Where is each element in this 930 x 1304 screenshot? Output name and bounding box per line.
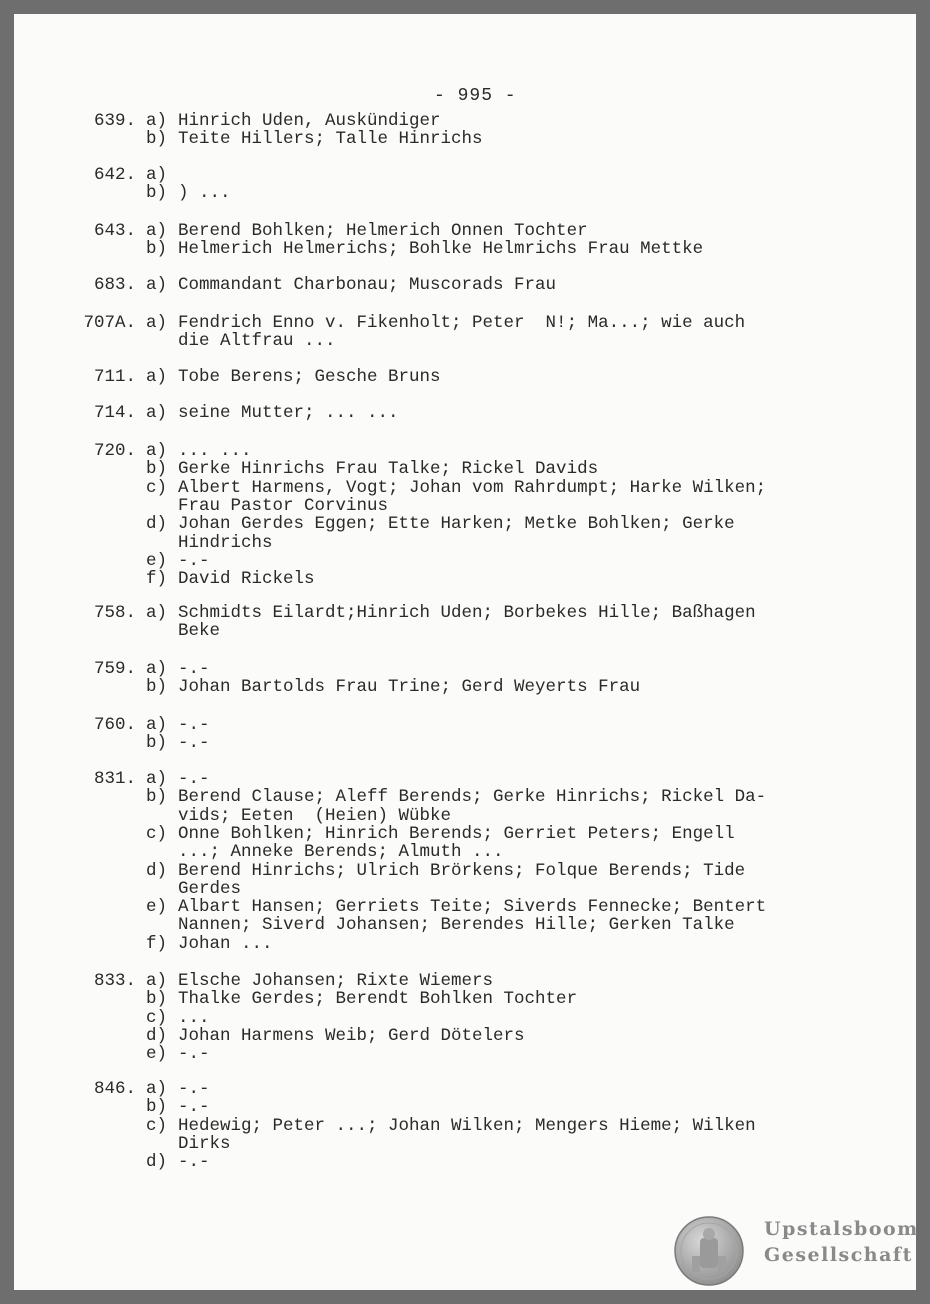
entry-sub-label: b) (146, 787, 168, 808)
entry-sub-label: d) (146, 860, 168, 881)
entry-sub-label: a) (146, 441, 168, 461)
entry-text-line: Frau Pastor Corvinus (178, 495, 389, 516)
entry-text-line: Thalke Gerdes; Berendt Bohlken Tochter (178, 989, 578, 1010)
entry-sub-label: b) (146, 459, 168, 480)
entry-text-line: ... (178, 1007, 210, 1028)
entry-text-line: Berend Clause; Aleff Berends; Gerke Hinrichs; Rickel Da- (178, 787, 767, 808)
entry-sub-label: a) (146, 603, 168, 623)
entry-sub-label: c) (146, 823, 168, 844)
entry-text-line: -.- (178, 1097, 210, 1118)
entry-sub-label: a) (146, 221, 168, 241)
entry-text-line: David Rickels (178, 569, 315, 590)
entry-number: 846. (93, 1079, 136, 1099)
entry-sub-label: e) (146, 550, 168, 571)
entry-number: 639. (93, 111, 136, 131)
entry-text-line: Commandant Charbonau; Muscorads Frau (178, 275, 557, 295)
entry-text-line: Teite Hillers; Talle Hinrichs (178, 129, 483, 150)
entry-text-line: Johan Bartolds Frau Trine; Gerd Weyerts Frau (178, 677, 641, 698)
logo-text-line2: Gesellschaft (764, 1244, 913, 1266)
entry-number: 833. (93, 971, 136, 991)
entry-text-line: Helmerich Helmerichs; Bohlke Helmrichs Frau Mettke (178, 239, 704, 260)
entry-text-line: -.- (178, 733, 210, 754)
entry-sub-label: a) (146, 971, 168, 991)
entry-text-line: Gerke Hinrichs Frau Talke; Rickel Davids (178, 459, 599, 480)
entry-text-line: Gerdes (178, 878, 242, 899)
entry-number: 720. (93, 441, 136, 461)
entry-sub-label: a) (146, 659, 168, 679)
document-page (14, 14, 919, 1290)
entry-text-line: Johan Harmens Weib; Gerd Dötelers (178, 1025, 525, 1046)
entry-number: 642. (93, 165, 136, 185)
entry-sub-label: b) (146, 129, 168, 150)
entry-text-line: die Altfrau ... (178, 331, 336, 352)
entry-text-line: Johan Gerdes Eggen; Ette Harken; Metke Bohlken; Gerke (178, 514, 735, 535)
page-number: - 995 - (434, 86, 517, 106)
entry-sub-label: d) (146, 514, 168, 535)
entry-sub-label: b) (146, 1097, 168, 1118)
entry-text-line: -.- (178, 715, 210, 735)
entry-text-line: Elsche Johansen; Rixte Wiemers (178, 971, 494, 991)
entry-sub-label: d) (146, 1152, 168, 1173)
entry-sub-label: b) (146, 989, 168, 1010)
entry-sub-label: a) (146, 769, 168, 789)
entry-sub-label: c) (146, 477, 168, 498)
entry-sub-label: c) (146, 1115, 168, 1136)
entry-text-line: -.- (178, 550, 210, 571)
entry-number: 831. (93, 769, 136, 789)
entry-sub-label: b) (146, 183, 168, 204)
entry-number: 760. (93, 715, 136, 735)
entry-number: 711. (93, 367, 136, 387)
entry-sub-label: f) (146, 569, 168, 590)
entry-sub-label: a) (146, 367, 168, 387)
entry-sub-label: a) (146, 715, 168, 735)
entry-sub-label: a) (146, 111, 168, 131)
entry-text-line: Hinrich Uden, Auskündiger (178, 111, 441, 131)
entry-sub-label: b) (146, 677, 168, 698)
upstalsboom-seal-icon (674, 1216, 744, 1286)
entry-text-line: seine Mutter; ... ... (178, 403, 399, 423)
entry-text-line: -.- (178, 769, 210, 789)
entry-number: 759. (93, 659, 136, 679)
entry-text-line: -.- (178, 1079, 210, 1099)
entry-text-line: Onne Bohlken; Hinrich Berends; Gerriet Peters; Engell (178, 823, 735, 844)
entry-sub-label: a) (146, 165, 168, 185)
entry-sub-label: c) (146, 1007, 168, 1028)
entry-text-line: Johan ... (178, 933, 273, 954)
entry-number: 707A. (83, 313, 136, 333)
entry-text-line: ... ... (178, 441, 252, 461)
entry-text-line: ...; Anneke Berends; Almuth ... (178, 842, 504, 863)
entry-sub-label: e) (146, 1044, 168, 1065)
entry-text-line: -.- (178, 659, 210, 679)
entry-sub-label: a) (146, 313, 168, 333)
entry-text-line: Hindrichs (178, 532, 273, 553)
entry-text-line: Albert Harmens, Vogt; Johan vom Rahrdumpt; Harke Wilken; (178, 477, 767, 498)
entry-sub-label: d) (146, 1025, 168, 1046)
entry-text-line: vids; Eeten (Heien) Wübke (178, 805, 452, 826)
entry-text-line: Berend Hinrichs; Ulrich Brörkens; Folque Berends; Tide (178, 860, 746, 881)
entry-number: 758. (93, 603, 136, 623)
entry-sub-label: a) (146, 275, 168, 295)
entry-text-line: Berend Bohlken; Helmerich Onnen Tochter (178, 221, 588, 241)
entry-text-line: -.- (178, 1152, 210, 1173)
entry-number: 643. (93, 221, 136, 241)
entry-text-line: Hedewig; Peter ...; Johan Wilken; Mengers Hieme; Wilken (178, 1115, 756, 1136)
entry-text-line: Schmidts Eilardt;Hinrich Uden; Borbekes Hille; Baßhagen (178, 603, 756, 623)
entry-sub-label: b) (146, 239, 168, 260)
entry-text-line: Beke (178, 621, 221, 642)
entry-text-line: ) ... (178, 183, 231, 204)
logo-text-line1: Upstalsboom (764, 1218, 919, 1240)
entry-sub-label: e) (146, 897, 168, 918)
entry-text-line: -.- (178, 1044, 210, 1065)
entry-sub-label: f) (146, 933, 168, 954)
entry-text-line: Fendrich Enno v. Fikenholt; Peter N!; Ma...; wie auch (178, 313, 746, 333)
entry-sub-label: b) (146, 733, 168, 754)
entry-text-line: Albart Hansen; Gerriets Teite; Siverds Fennecke; Bentert (178, 897, 767, 918)
entry-text-line: Nannen; Siverd Johansen; Berendes Hille; Gerken Talke (178, 915, 735, 936)
entry-text-line: Dirks (178, 1133, 231, 1154)
entry-number: 683. (93, 275, 136, 295)
entry-text-line: Tobe Berens; Gesche Bruns (178, 367, 441, 387)
entry-number: 714. (93, 403, 136, 423)
entry-sub-label: a) (146, 403, 168, 423)
entry-sub-label: a) (146, 1079, 168, 1099)
